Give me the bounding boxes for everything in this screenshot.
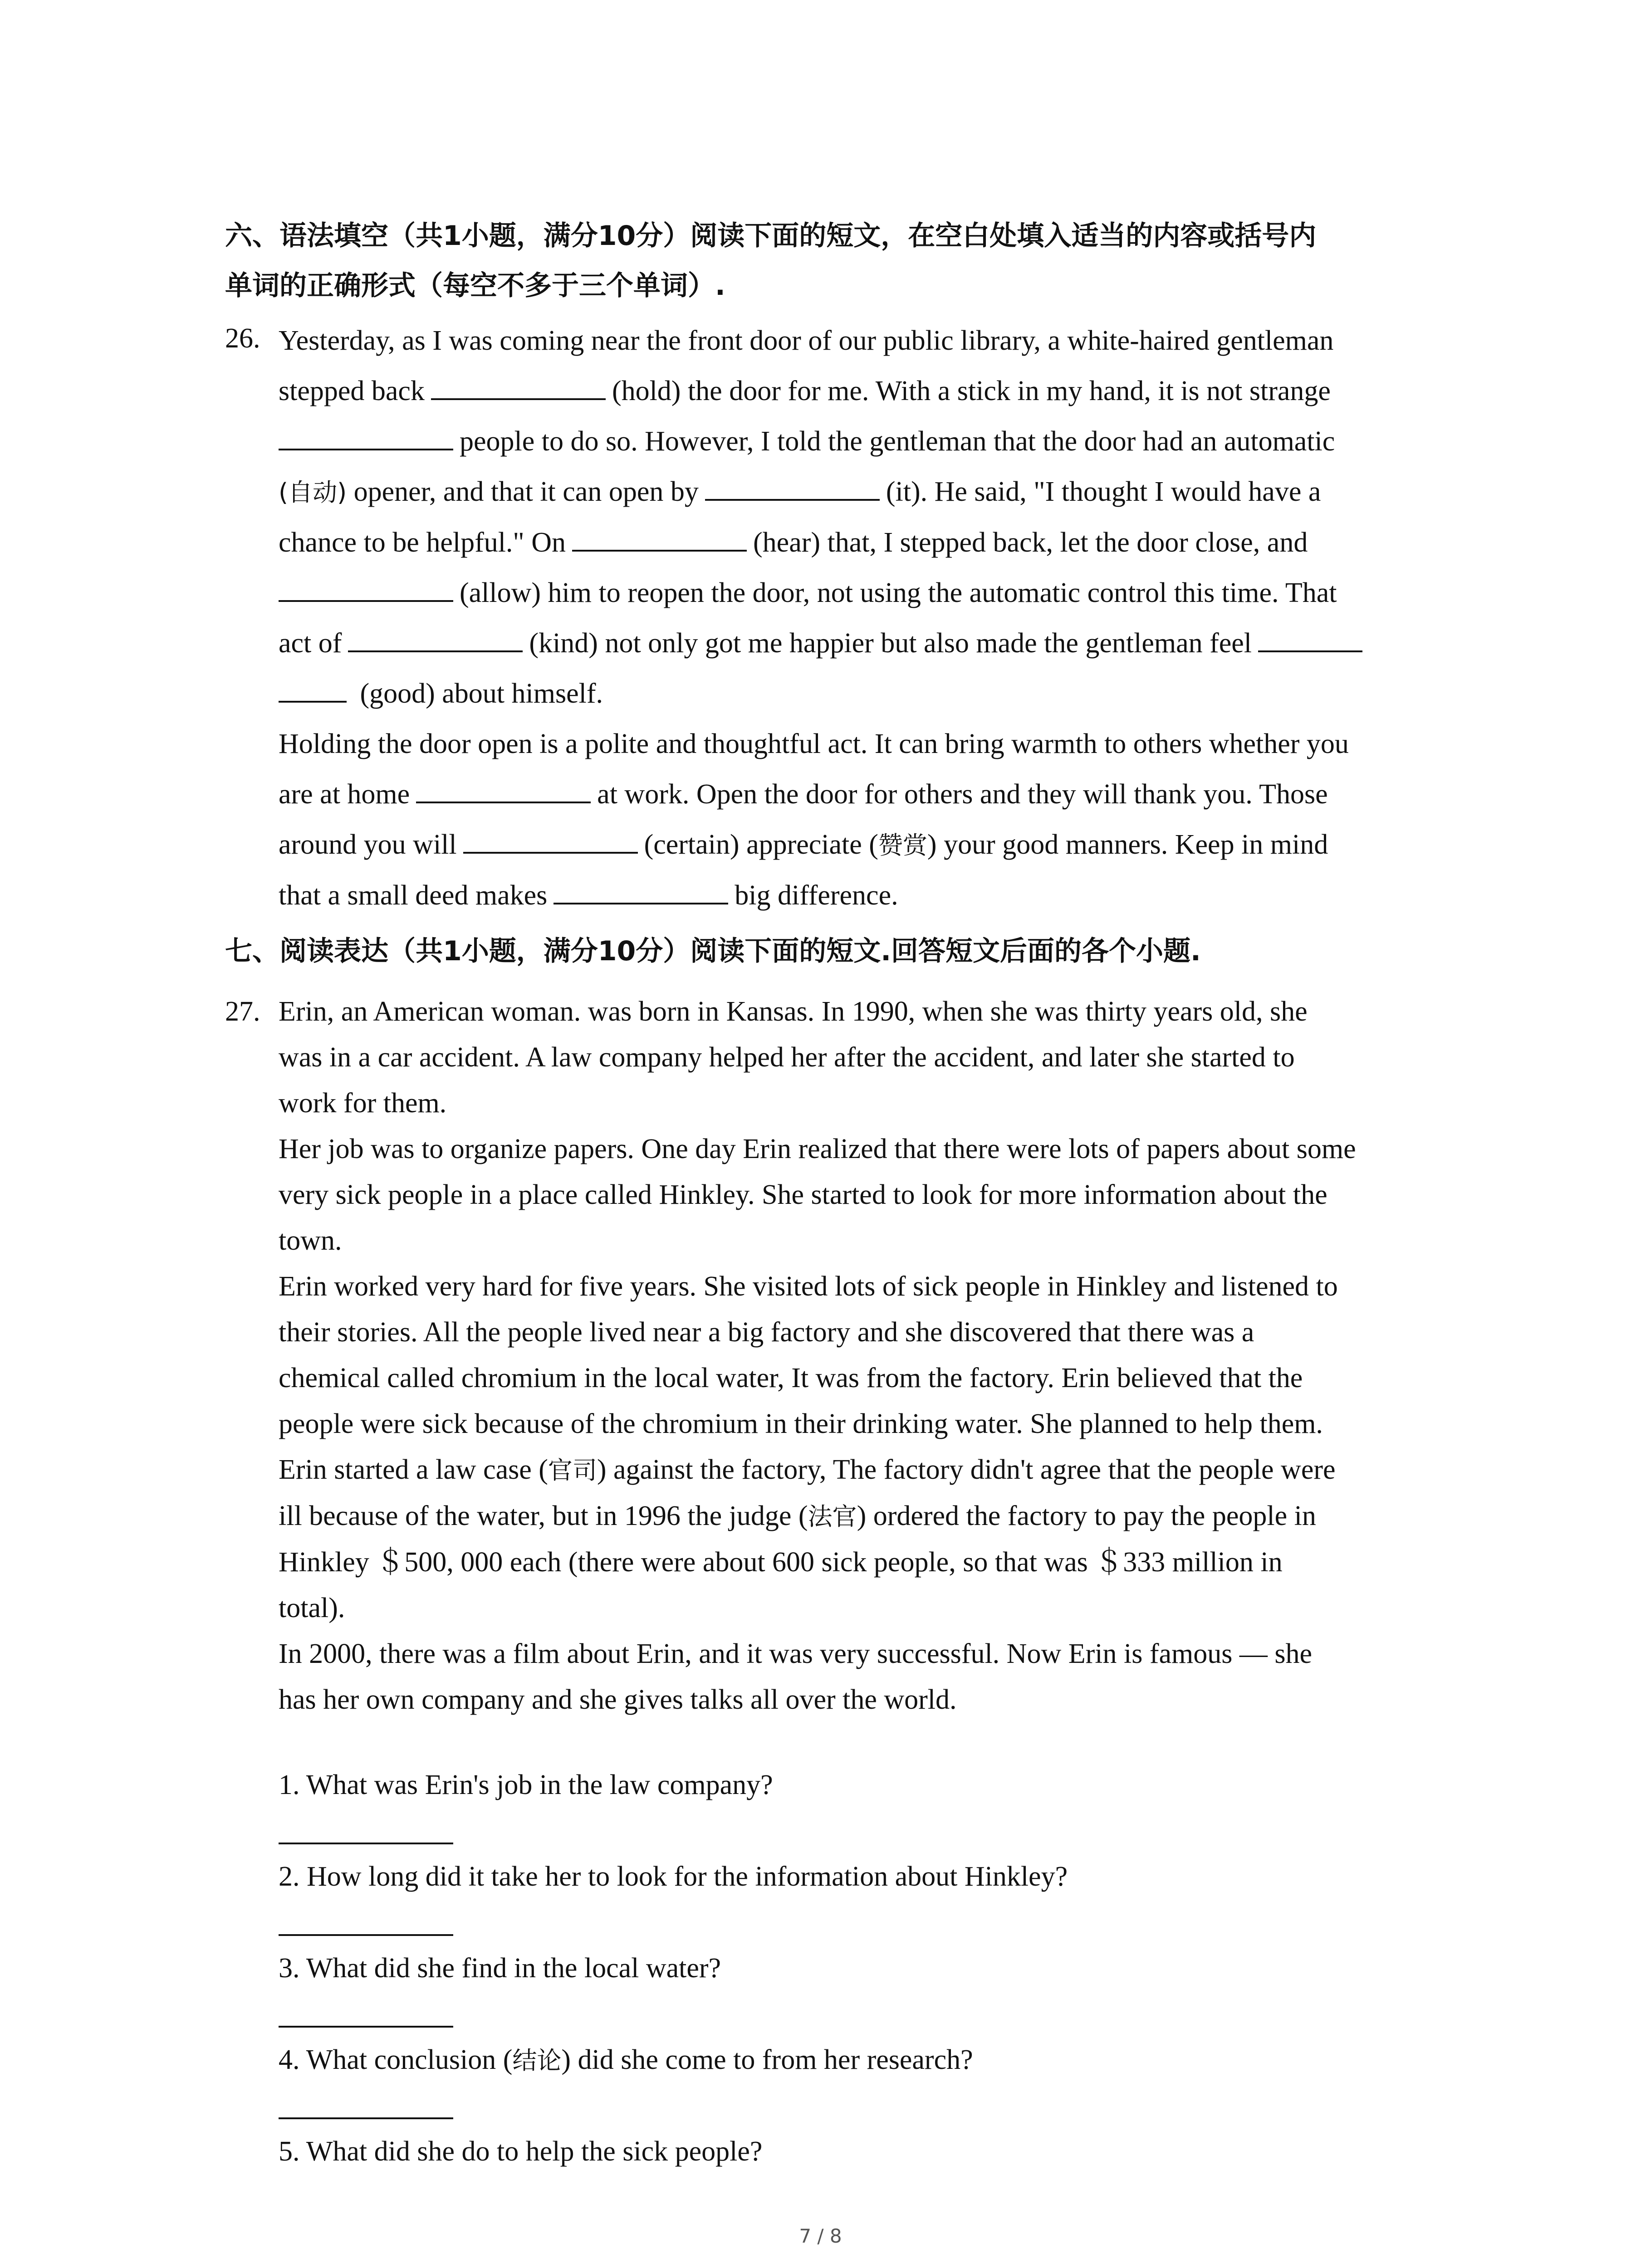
q27-question-text: 4. What conclusion ( xyxy=(279,2044,513,2075)
q27-text: work for them. xyxy=(279,1088,447,1119)
q26-text: opener, and that it can open by xyxy=(353,476,699,507)
q27-text: ) against the factory, The factory didn't agree that the people were xyxy=(597,1454,1336,1485)
q27-text: Her job was to organize papers. One day Erin realized that there were lots of papers about some xyxy=(279,1134,1356,1164)
subquestion-4 xyxy=(279,2042,973,2079)
q26-text: stepped back xyxy=(279,376,425,406)
q26-text: (kind) not only got me happier but also made the gentleman feel xyxy=(529,628,1252,659)
blank-8[interactable] xyxy=(416,773,591,803)
q26-text: people to do so. However, I told the gentleman that the door had an automatic xyxy=(460,426,1335,457)
q27-text: their stories. All the people lived near a big factory and she discovered that there was a xyxy=(279,1317,1254,1348)
blank-7b[interactable] xyxy=(279,673,347,703)
q26-text: at work. Open the door for others and they will thank you. Those xyxy=(597,779,1328,810)
answer-line-4[interactable] xyxy=(279,2117,453,2119)
blank-1[interactable] xyxy=(431,370,606,400)
q26-text: (good) about himself. xyxy=(360,678,603,709)
q27-question-text: ) did she come to from her research? xyxy=(561,2044,973,2075)
q26-gloss: (自动) xyxy=(279,478,347,507)
blank-2[interactable] xyxy=(279,420,453,450)
q27-text: has her own company and she gives talks all over the world. xyxy=(279,1684,957,1715)
q27-gloss: 法官 xyxy=(808,1502,857,1531)
blank-9[interactable] xyxy=(463,824,638,854)
subquestion-2: 2. How long did it take her to look for the information about Hinkley? xyxy=(279,1861,1068,1892)
q26-text: that a small deed makes xyxy=(279,880,548,911)
section-six-heading-line1: 六、语法填空（共1小题，满分10分）阅读下面的短文，在空白处填入适当的内容或括号内 xyxy=(225,220,1317,252)
section-seven-heading: 七、阅读表达（共1小题，满分10分）阅读下面的短文.回答短文后面的各个小题. xyxy=(225,935,1201,967)
q27-text: ill because of the water, but in 1996 the judge ( xyxy=(279,1501,808,1531)
answer-line-2[interactable] xyxy=(279,1934,453,1936)
q27-text: total). xyxy=(279,1593,345,1623)
section-six-heading xyxy=(225,211,1477,311)
q27-text: Hinkley ＄500, 000 each (there were about 600 sick people, so that was ＄333 million in xyxy=(279,1547,1283,1578)
page-number: 7 / 8 xyxy=(799,2225,842,2247)
blank-5[interactable] xyxy=(279,572,453,602)
q27-gloss: 结论 xyxy=(512,2046,562,2075)
q26-text: (allow) him to reopen the door, not using the automatic control this time. That xyxy=(460,577,1337,608)
q27-text: ) ordered the factory to pay the people in xyxy=(857,1501,1316,1531)
subquestion-5: 5. What did she do to help the sick people? xyxy=(279,2136,763,2167)
q27-text: was in a car accident. A law company helped her after the accident, and later she started to xyxy=(279,1042,1295,1073)
q27-gloss: 官司 xyxy=(548,1456,597,1485)
question-27-passage xyxy=(279,989,1494,1723)
blank-3[interactable] xyxy=(705,471,880,501)
subquestion-1: 1. What was Erin's job in the law company? xyxy=(279,1769,773,1800)
answer-line-3[interactable] xyxy=(279,2026,453,2028)
q27-text: Erin worked very hard for five years. She visited lots of sick people in Hinkley and listened to xyxy=(279,1271,1338,1302)
q27-text: people were sick because of the chromium in their drinking water. She planned to help them. xyxy=(279,1408,1323,1439)
q27-text: Erin, an American woman. was born in Kansas. In 1990, when she was thirty years old, she xyxy=(279,996,1308,1027)
q26-text: ) your good manners. Keep in mind xyxy=(927,829,1328,860)
question-26-passage-p2 xyxy=(279,719,1494,921)
q27-text: town. xyxy=(279,1225,342,1256)
q26-line: Yesterday, as I was coming near the front door of our public library, a white-haired gentleman xyxy=(279,325,1334,356)
q26-text: Holding the door open is a polite and thoughtful act. It can bring warmth to others whether you xyxy=(279,728,1349,759)
q27-text: chemical called chromium in the local water, It was from the factory. Erin believed that the xyxy=(279,1363,1303,1393)
q27-text: In 2000, there was a film about Erin, and it was very successful. Now Erin is famous — she xyxy=(279,1638,1312,1669)
q26-text: (certain) appreciate ( xyxy=(644,829,878,860)
question-26-number: 26. xyxy=(225,323,260,354)
q27-text: Erin started a law case ( xyxy=(279,1454,548,1485)
q27-text: very sick people in a place called Hinkley. She started to look for more information about the xyxy=(279,1179,1327,1210)
answer-line-1[interactable] xyxy=(279,1843,453,1844)
q26-text: around you will xyxy=(279,829,457,860)
q26-text: (hear) that, I stepped back, let the door close, and xyxy=(753,527,1308,558)
question-27-number: 27. xyxy=(225,996,260,1027)
q26-text: (it). He said, "I thought I would have a xyxy=(886,476,1321,507)
blank-10[interactable] xyxy=(554,875,728,904)
q26-text: act of xyxy=(279,628,342,659)
question-26-passage-p1 xyxy=(279,316,1494,719)
section-six-heading-line2: 单词的正确形式（每空不多于三个单词）. xyxy=(225,270,725,302)
q26-text: big difference. xyxy=(735,880,898,911)
q26-gloss: 赞赏 xyxy=(878,831,927,860)
q26-text: (hold) the door for me. With a stick in my hand, it is not strange xyxy=(612,376,1331,406)
blank-6[interactable] xyxy=(348,622,523,652)
q26-text: are at home xyxy=(279,779,410,810)
blank-4[interactable] xyxy=(572,522,747,552)
blank-7a[interactable] xyxy=(1258,622,1362,652)
q26-text: chance to be helpful." On xyxy=(279,527,566,558)
subquestion-3: 3. What did she find in the local water? xyxy=(279,1953,721,1984)
